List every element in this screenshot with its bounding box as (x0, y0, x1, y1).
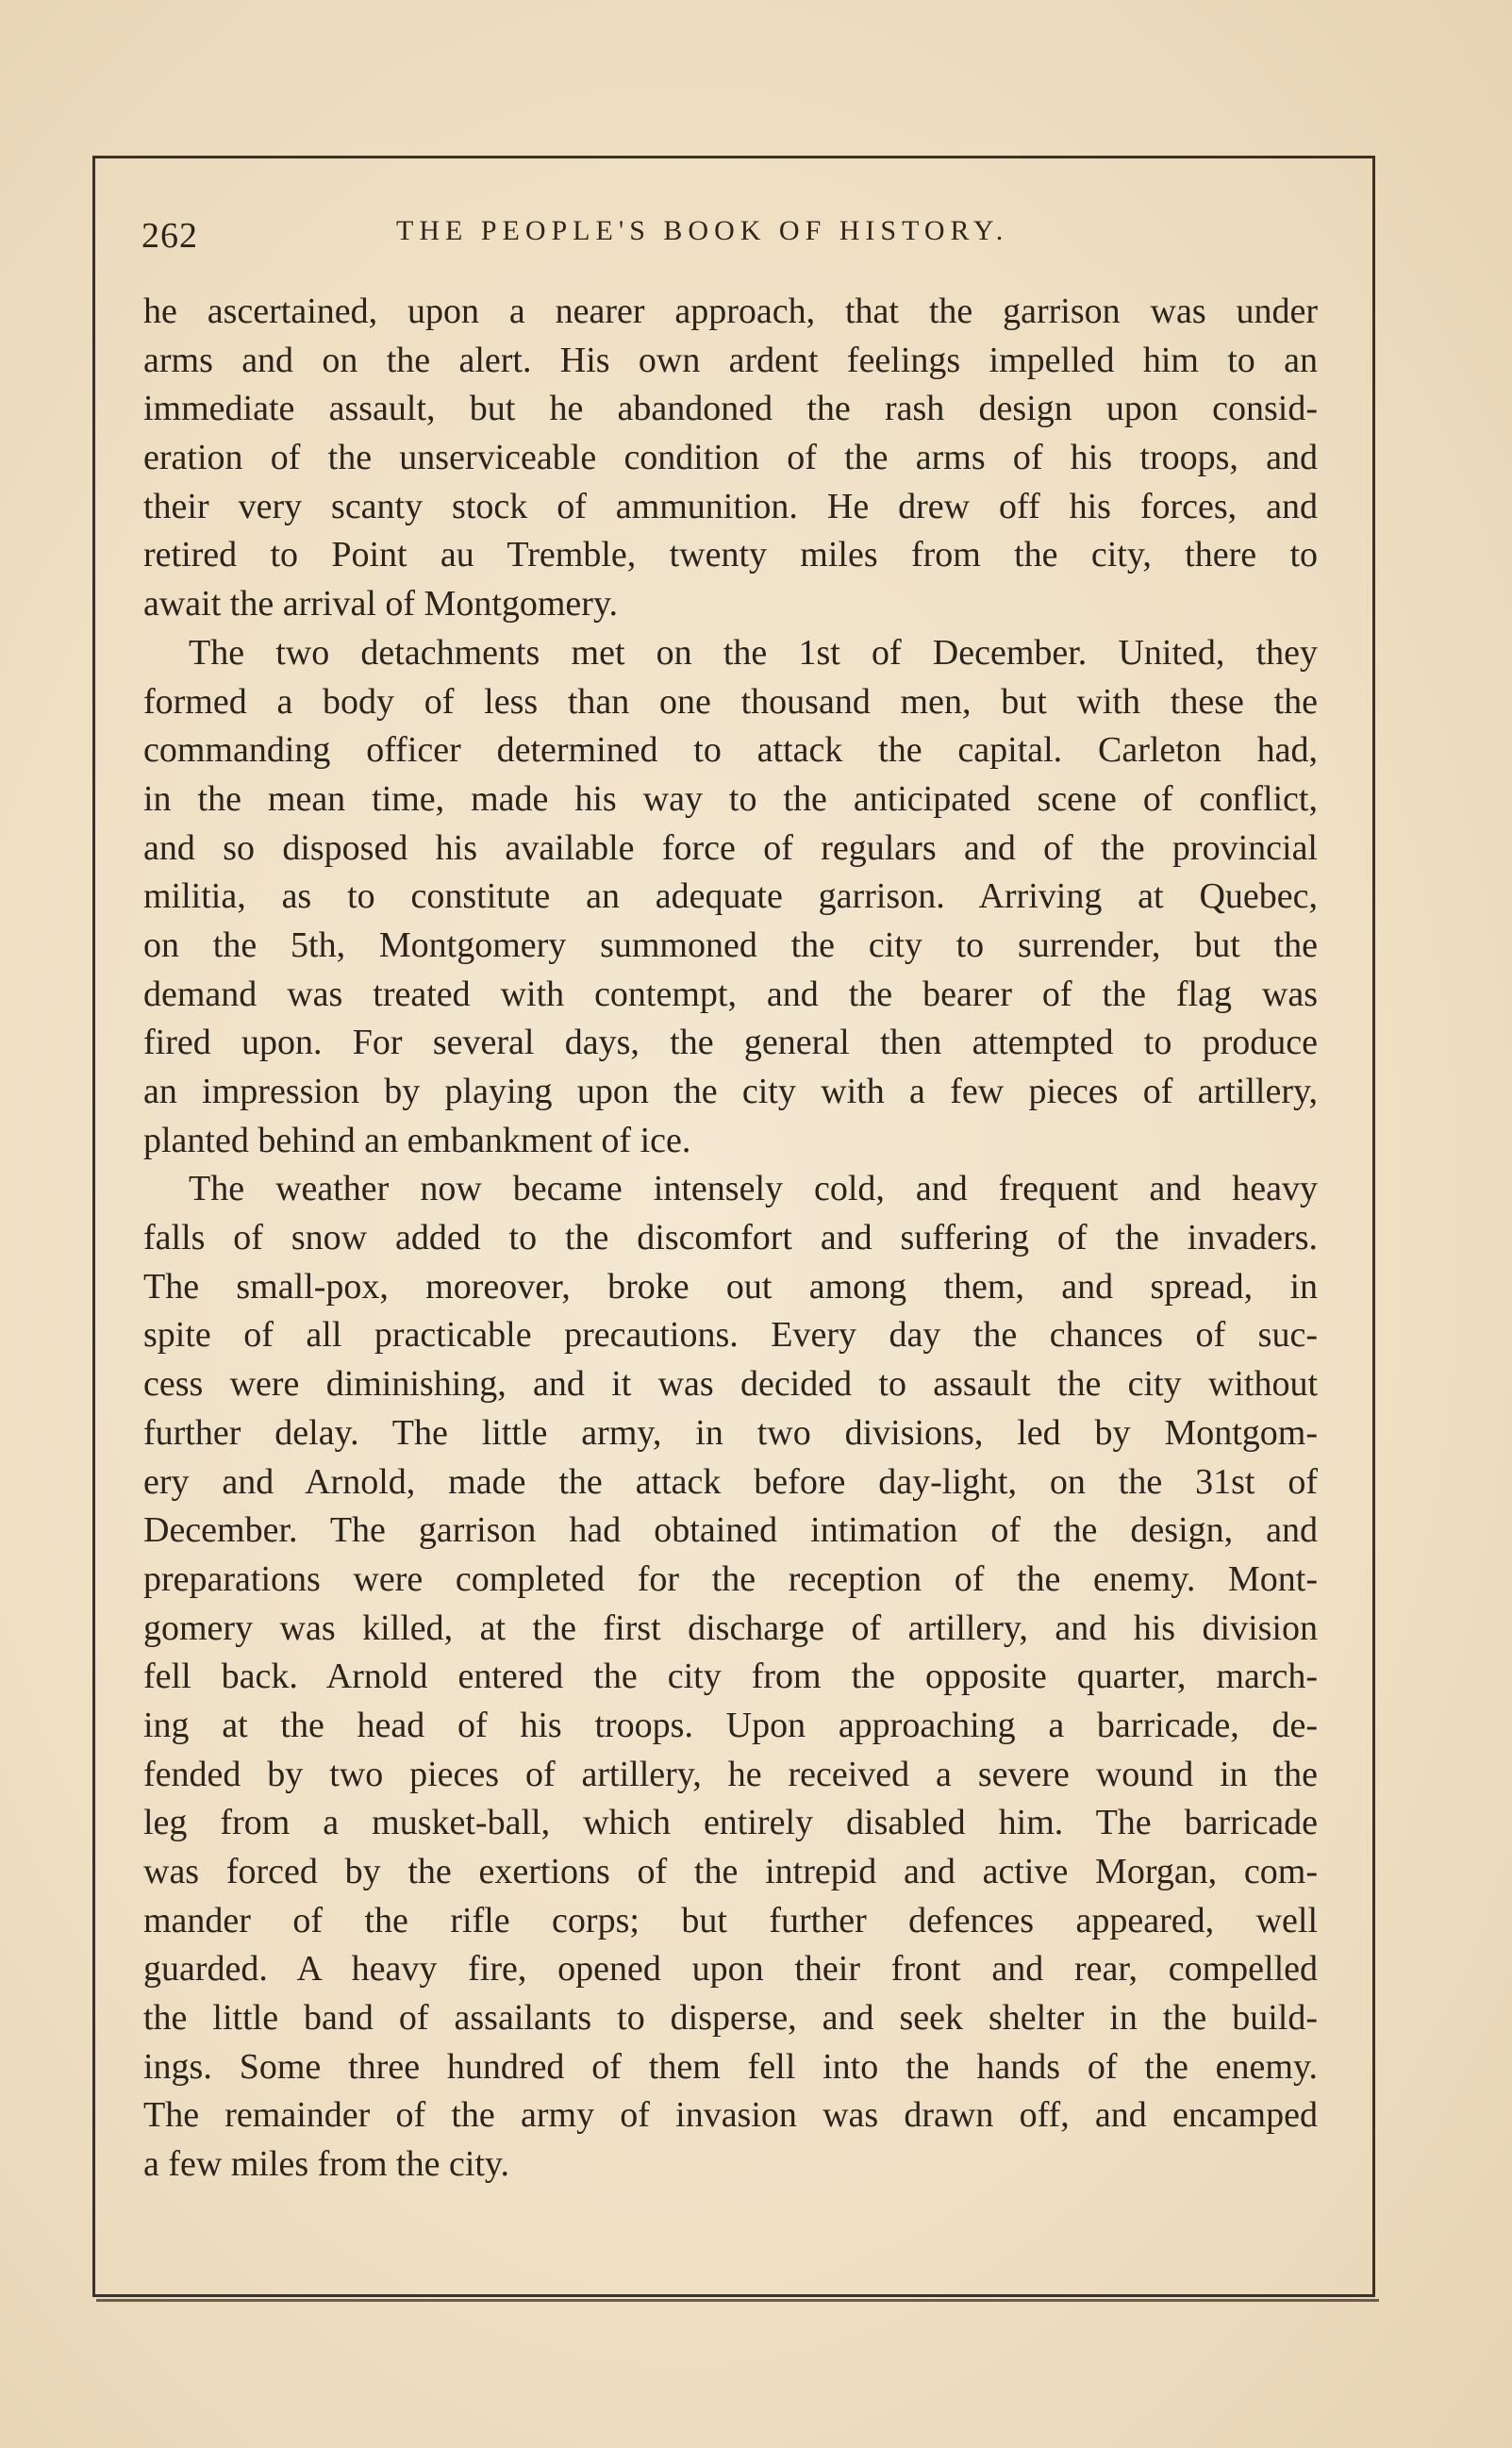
text-line: a few miles from the city. (143, 2144, 509, 2185)
text-line: their very scanty stock of ammunition. He drew off his forces, and (143, 486, 1318, 526)
text-line: an impression by playing upon the city with a few pieces of artillery, (143, 1072, 1318, 1111)
text-line: he ascertained, upon a nearer approach, that the garrison was under (143, 291, 1318, 331)
text-line: in the mean time, made his way to the anticipated scene of conflict, (143, 778, 1318, 819)
text-line: the little band of assailants to disperse, and seek shelter in the build- (143, 1998, 1318, 2039)
text-line: was forced by the exertions of the intrepid and active Morgan, com- (143, 1852, 1318, 1891)
text-line: mander of the rifle corps; but further defences appeared, well (143, 1900, 1318, 1940)
text-line: gomery was killed, at the first discharge of artillery, and his division (143, 1607, 1318, 1648)
paragraph (143, 288, 1318, 629)
text-line: fell back. Arnold entered the city from the opposite quarter, march- (143, 1657, 1318, 1697)
page-border-bottom-rule (96, 2299, 1379, 2302)
text-line: preparations were completed for the reception of the enemy. Mont- (143, 1558, 1318, 1599)
text-line: ery and Arnold, made the attack before day-light, on the 31st of (143, 1461, 1318, 1502)
text-line: December. The garrison had obtained intimation of the design, and (143, 1510, 1318, 1551)
text-line: demand was treated with contempt, and the bearer of the flag was (143, 974, 1318, 1014)
text-line: The remainder of the army of invasion was drawn off, and encamped (143, 2095, 1318, 2136)
paragraph (143, 1165, 1318, 2189)
text-line: militia, as to constitute an adequate garrison. Arriving at Quebec, (143, 876, 1318, 917)
text-line: further delay. The little army, in two divisions, led by Montgom- (143, 1412, 1318, 1453)
text-line: eration of the unserviceable condition of the arms of his troops, and (143, 438, 1318, 478)
text-line: and so disposed his available force of regulars and of the provincial (143, 827, 1318, 868)
text-line: The weather now became intensely cold, and frequent and heavy (189, 1169, 1318, 1209)
text-line: fended by two pieces of artillery, he received a severe wound in the (143, 1754, 1318, 1794)
text-line: commanding officer determined to attack the capital. Carleton had, (143, 730, 1318, 771)
body-text (143, 288, 1318, 2190)
running-title: THE PEOPLE'S BOOK OF HISTORY. (396, 215, 1009, 246)
page-number: 262 (141, 216, 198, 256)
text-line: ing at the head of his troops. Upon approaching a barricade, de- (143, 1705, 1318, 1745)
text-line: retired to Point au Tremble, twenty miles from the city, there to (143, 535, 1318, 575)
text-line: immediate assault, but he abandoned the rash design upon consid- (143, 389, 1318, 429)
text-line: The small-pox, moreover, broke out among them, and spread, in (143, 1266, 1318, 1307)
text-line: guarded. A heavy fire, opened upon their front and rear, compelled (143, 1949, 1318, 1990)
paragraph (143, 629, 1318, 1166)
text-line: spite of all practicable precautions. Every day the chances of suc- (143, 1315, 1318, 1356)
text-line: The two detachments met on the 1st of December. United, they (189, 632, 1318, 673)
text-line: leg from a musket-ball, which entirely disabled him. The barricade (143, 1803, 1318, 1843)
text-line: planted behind an embankment of ice. (143, 1120, 691, 1160)
text-line: fired upon. For several days, the general then attempted to produce (143, 1023, 1318, 1063)
text-line: arms and on the alert. His own ardent feelings impelled him to an (143, 340, 1318, 380)
text-line: ings. Some three hundred of them fell into the hands of the enemy. (143, 2046, 1318, 2087)
text-line: await the arrival of Montgomery. (143, 584, 618, 624)
text-line: cess were diminishing, and it was decided to assault the city without (143, 1364, 1318, 1405)
text-line: formed a body of less than one thousand men, but with these the (143, 681, 1318, 722)
text-line: falls of snow added to the discomfort and suffering of the invaders. (143, 1218, 1318, 1258)
page-header (141, 215, 1321, 262)
text-line: on the 5th, Montgomery summoned the city to surrender, but the (143, 924, 1318, 965)
